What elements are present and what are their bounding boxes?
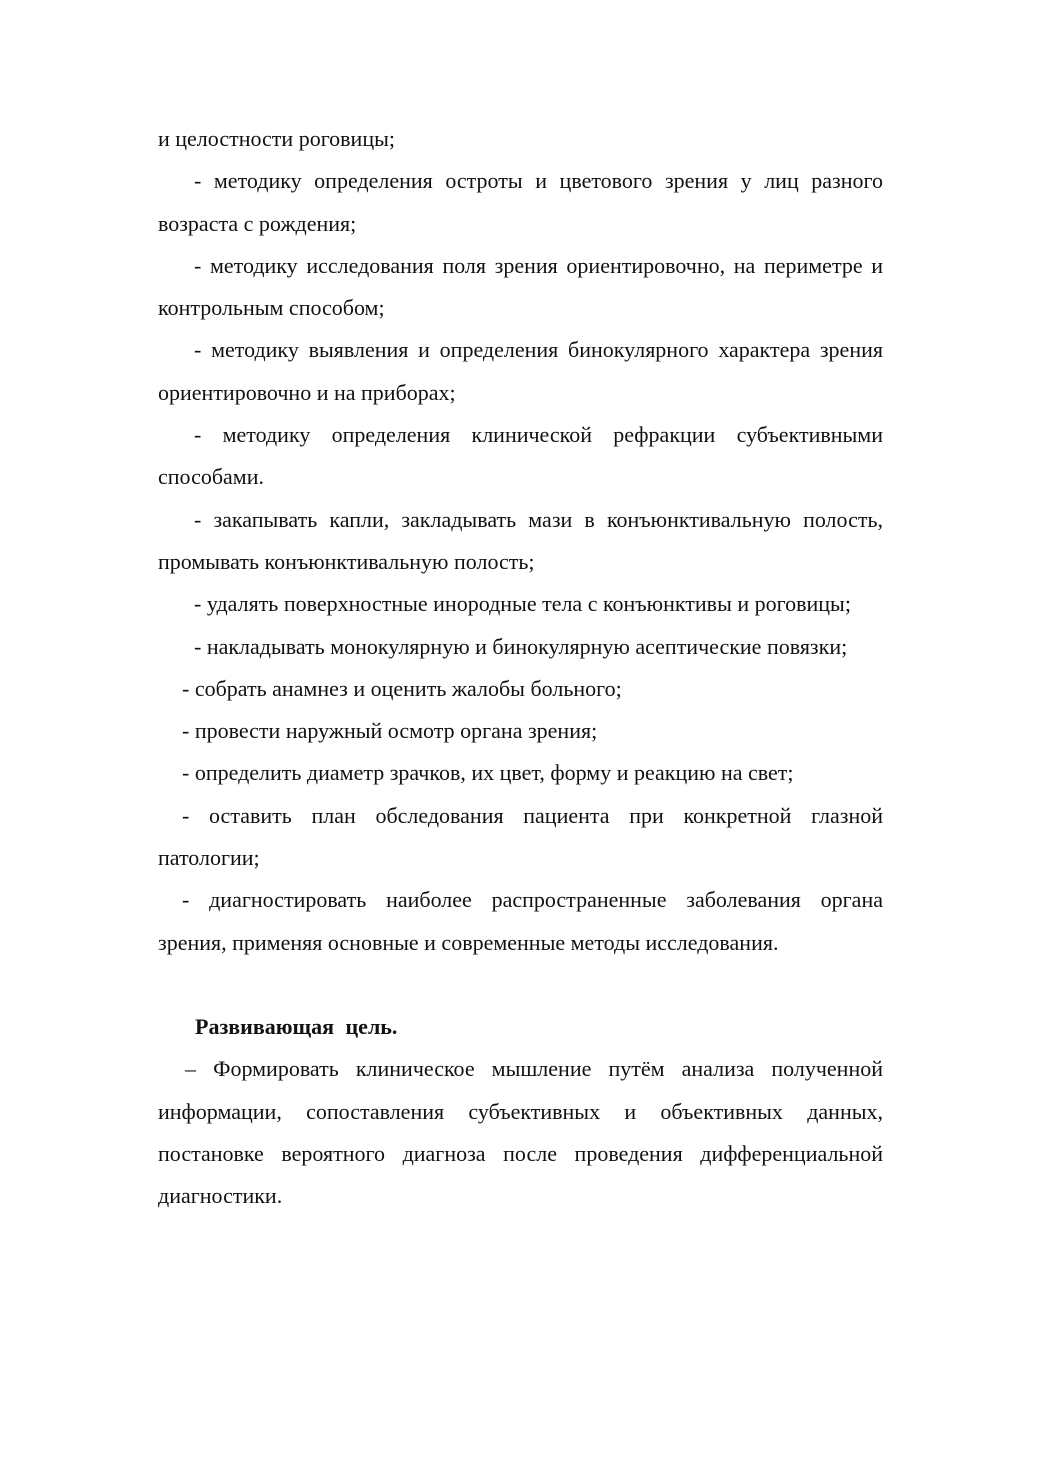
list-item: - накладывать монокулярную и бинокулярную асептические повязки; — [194, 633, 848, 659]
section-heading: Развивающая цель. — [195, 1013, 398, 1039]
list-item: - методику исследования поля зрения ориентировочно, на периметре и контрольным способом; — [158, 252, 883, 321]
list-item: - диагностировать наиболее распространенные заболевания органа зрения, применяя основные и современные методы исследования. — [158, 887, 883, 955]
list-item: - собрать анамнез и оценить жалобы больного; — [182, 675, 622, 701]
list-item: - провести наружный осмотр органа зрения; — [182, 718, 598, 744]
list-item: - удалять поверхностные инородные тела с конъюнктивы и роговицы; — [194, 591, 851, 617]
list-item: - закапывать капли, закладывать мази в конъюнктивальную полость, промывать конъюнктивальную полость; — [158, 506, 883, 574]
list-item: - методику выявления и определения бинокулярного характера зрения ориентировочно и на приборах; — [158, 337, 883, 405]
list-item: - методику определения клинической рефракции субъективными способами. — [158, 422, 883, 490]
list-item: - методику определения остроты и цветового зрения у лиц разного возраста с рождения; — [158, 168, 883, 236]
section-paragraph: – Формировать клиническое мышление путём анализа полученной информации, сопоставления субъективных и объективных данных, постановке вероятного диагноза после проведения дифференциальной диагностики. — [158, 1056, 883, 1209]
document-body — [158, 118, 883, 1217]
list-item: - оставить план обследования пациента при конкретной глазной патологии; — [158, 802, 883, 871]
list-item: - определить диаметр зрачков, их цвет, форму и реакцию на свет; — [182, 760, 794, 786]
section-spacer — [158, 964, 883, 1006]
paragraph-continuation: и целостности роговицы; — [158, 126, 395, 151]
